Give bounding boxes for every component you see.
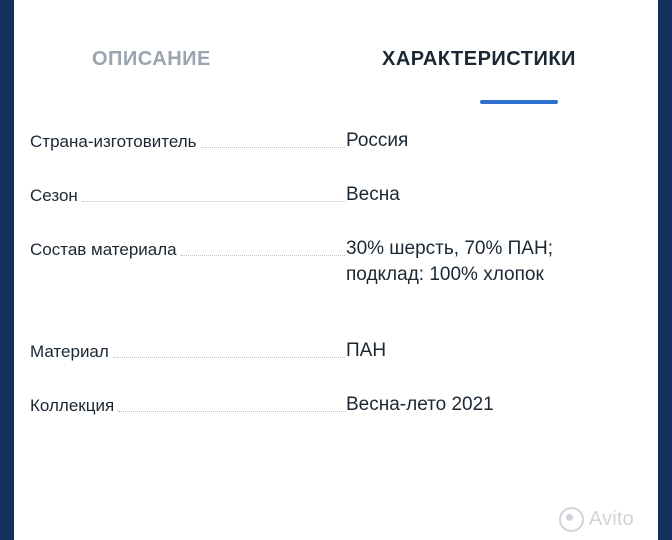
content-area [14, 0, 658, 540]
row-spacer [14, 288, 658, 314]
spec-label: Материал [30, 340, 113, 364]
table-row [14, 340, 658, 364]
spec-label: Сезон [30, 184, 82, 208]
tab-bar [14, 40, 658, 110]
spec-value: Весна-лето 2021 [346, 392, 636, 418]
left-frame-bar [0, 0, 14, 540]
spec-value: 30% шерсть, 70% ПАН; подклад: 100% хлопок [346, 236, 636, 288]
tab-characteristics[interactable]: ХАРАКТЕРИСТИКИ [382, 48, 576, 70]
spec-label: Коллекция [30, 394, 118, 418]
avito-watermark [559, 507, 634, 532]
avito-logo-icon [559, 507, 584, 532]
table-row [14, 394, 658, 418]
table-row [14, 130, 658, 154]
specs-list [14, 130, 658, 448]
tab-active-indicator [480, 100, 558, 104]
spec-label: Страна-изготовитель [30, 130, 201, 154]
spec-value: ПАН [346, 338, 636, 364]
leader-dots [82, 184, 382, 208]
spec-label: Состав материала [30, 238, 181, 262]
spec-value: Россия [346, 128, 636, 154]
table-row [14, 184, 658, 208]
watermark-label: Avito [588, 508, 634, 530]
table-row [14, 238, 658, 285]
tab-description[interactable]: ОПИСАНИЕ [92, 48, 211, 70]
row-spacer [14, 314, 658, 340]
right-frame-bar [658, 0, 672, 540]
spec-value: Весна [346, 182, 636, 208]
